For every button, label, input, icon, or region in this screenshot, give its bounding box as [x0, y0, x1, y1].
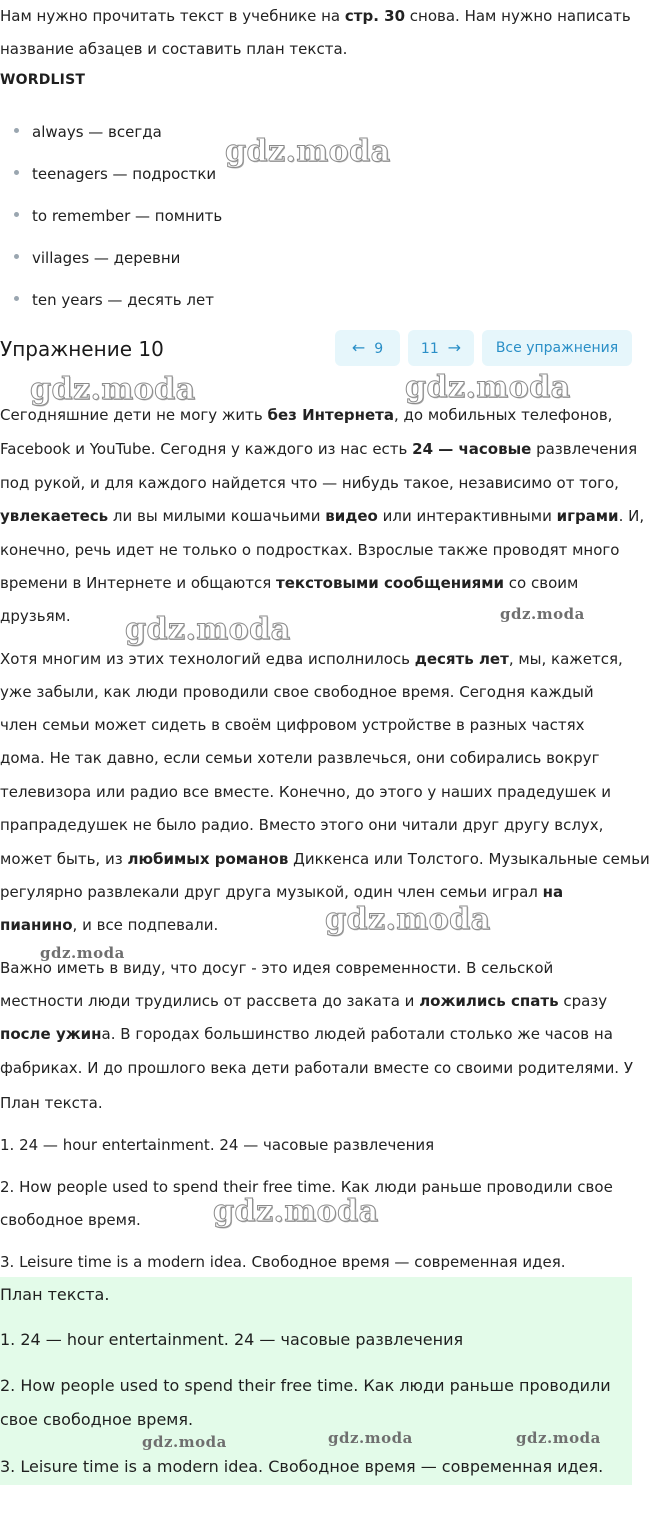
intro-text: снова. Нам нужно написать	[405, 7, 631, 25]
answer-item: 3. Leisure time is a modern idea. Свободное время — современная идея.	[0, 1457, 604, 1476]
text-run: может быть, из	[0, 850, 128, 868]
text-run: развлечения	[531, 440, 638, 458]
watermark: gdz.moda	[213, 1194, 379, 1229]
answer-item: свое свободное время.	[0, 1410, 194, 1429]
intro-page-ref: стр. 30	[344, 7, 406, 25]
wordlist-item	[14, 248, 180, 268]
text-line	[0, 573, 578, 593]
watermark: gdz.moda	[225, 134, 391, 169]
bullet-icon	[14, 212, 19, 217]
next-exercise-label: 11	[420, 341, 439, 357]
text-run: , и все подпевали.	[72, 916, 219, 934]
text-run: Хотя многим из этих технологий едва исполнилось	[0, 650, 415, 668]
text-run: ли вы милыми кошачьими	[108, 507, 326, 525]
answer-heading: План текста.	[0, 1285, 110, 1304]
text-bold: текстовыми сообщениями	[276, 574, 505, 592]
watermark: gdz.moda	[125, 612, 291, 647]
watermark: gdz.moda	[405, 370, 571, 405]
bullet-icon	[14, 170, 19, 175]
text-line	[0, 405, 612, 425]
text-bold: десять лет	[414, 650, 509, 668]
wordlist-item-text: villages — деревни	[32, 249, 181, 267]
text-line: под рукой, и для каждого найдется что — нибудь такое, независимо от того,	[0, 474, 619, 492]
plan-item: 3. Leisure time is a modern idea. Свободное время — современная идея.	[0, 1253, 566, 1271]
plan-item: свободное время.	[0, 1211, 141, 1229]
text-bold: 24 — часовые	[412, 440, 532, 458]
text-line: прапрадедушек не было радио. Вместо этого они читали друг другу вслух,	[0, 816, 604, 834]
wordlist-item-text: to remember — помнить	[32, 207, 223, 225]
text-bold: ложились спать	[419, 992, 559, 1010]
text-run: со своим	[504, 574, 579, 592]
wordlist-item	[14, 290, 214, 310]
prev-exercise-button[interactable]	[335, 330, 400, 366]
watermark: gdz.moda	[516, 1429, 601, 1447]
text-line	[0, 439, 637, 459]
watermark: gdz.moda	[500, 605, 585, 623]
watermark: gdz.moda	[328, 1429, 413, 1447]
text-bold: после ужин	[0, 1025, 102, 1043]
text-line: План текста.	[0, 1094, 103, 1112]
watermark: gdz.moda	[325, 902, 491, 937]
text-run: , мы, кажется,	[508, 650, 623, 668]
text-bold: любимых романов	[127, 850, 289, 868]
text-bold: пианино	[0, 916, 73, 934]
wordlist-item	[14, 206, 222, 226]
text-line	[0, 649, 623, 669]
text-line	[0, 915, 218, 935]
text-line	[0, 882, 563, 902]
text-line: телевизора или радио все вместе. Конечно, до этого у наших прадедушек и	[0, 783, 612, 801]
text-line: дома. Не так давно, если семьи хотели развлечься, они собирались вокруг	[0, 749, 600, 767]
text-line: фабриках. И до прошлого века дети работали вместе со своими родителями. У	[0, 1059, 633, 1077]
text-bold: играми	[556, 507, 619, 525]
text-run: Диккенса или Толстого. Музыкальные семьи	[288, 850, 650, 868]
watermark: gdz.moda	[142, 1433, 227, 1451]
text-bold: без Интернета	[267, 406, 394, 424]
text-line: конечно, речь идет не только о подростках. Взрослые также проводят много	[0, 541, 620, 559]
text-line: уже забыли, как люди проводили свое свободное время. Сегодня каждый	[0, 683, 594, 701]
bullet-icon	[14, 254, 19, 259]
all-exercises-button[interactable]: Все упражнения	[482, 330, 632, 366]
bullet-icon	[14, 128, 19, 133]
text-run: или интерактивными	[377, 507, 557, 525]
watermark: gdz.moda	[40, 944, 125, 962]
bullet-icon	[14, 296, 19, 301]
answer-item: 1. 24 — hour entertainment. 24 — часовые развлечения	[0, 1330, 464, 1349]
arrow-left-icon: ←	[351, 338, 366, 357]
text-run: . И,	[618, 507, 645, 525]
plan-item: 2. How people used to spend their free time. Как люди раньше проводили свое	[0, 1178, 613, 1196]
text-line	[0, 991, 607, 1011]
text-line: друзьям.	[0, 607, 71, 625]
wordlist-item-text: ten years — десять лет	[32, 291, 214, 309]
text-line	[0, 506, 644, 526]
text-line: член семьи может сидеть в своём цифровом устройстве в разных частях	[0, 716, 585, 734]
wordlist-item-text: always — всегда	[32, 123, 162, 141]
text-run: сразу	[558, 992, 608, 1010]
wordlist-item	[14, 164, 216, 184]
exercise-title: Упражнение 10	[0, 337, 164, 361]
text-bold: увлекаетесь	[0, 507, 109, 525]
intro-line-2: название абзацев и составить план текста.	[0, 40, 348, 58]
text-line	[0, 849, 650, 869]
text-bold: видео	[325, 507, 378, 525]
text-line	[0, 1024, 613, 1044]
plan-item: 1. 24 — hour entertainment. 24 — часовые развлечения	[0, 1136, 435, 1154]
prev-exercise-label: 9	[374, 341, 384, 357]
next-exercise-button[interactable]	[408, 330, 474, 366]
text-run: , до мобильных телефонов,	[394, 406, 613, 424]
arrow-right-icon: →	[447, 338, 462, 357]
wordlist-heading: WORDLIST	[0, 72, 86, 88]
text-line: Важно иметь в виду, что досуг - это идея современности. В сельской	[0, 959, 554, 977]
answer-item: 2. How people used to spend their free time. Как люди раньше проводили	[0, 1376, 611, 1395]
text-bold: на	[542, 883, 564, 901]
text-run: Facebook и YouTube. Сегодня у каждого из нас есть	[0, 440, 413, 458]
text-run: регулярно развлекали друг друга музыкой, один член семьи играл	[0, 883, 543, 901]
text-run: Сегодняшние дети не могу жить	[0, 406, 268, 424]
intro-line-1	[0, 6, 631, 26]
watermark: gdz.moda	[30, 372, 196, 407]
text-run: а. В городах большинство людей работали столько же часов на	[101, 1025, 613, 1043]
intro-text: Нам нужно прочитать текст в учебнике на	[0, 7, 345, 25]
text-run: времени в Интернете и общаются	[0, 574, 277, 592]
text-run: местности люди трудились от рассвета до заката и	[0, 992, 420, 1010]
wordlist-item-text: teenagers — подростки	[32, 165, 217, 183]
wordlist-item	[14, 122, 162, 142]
